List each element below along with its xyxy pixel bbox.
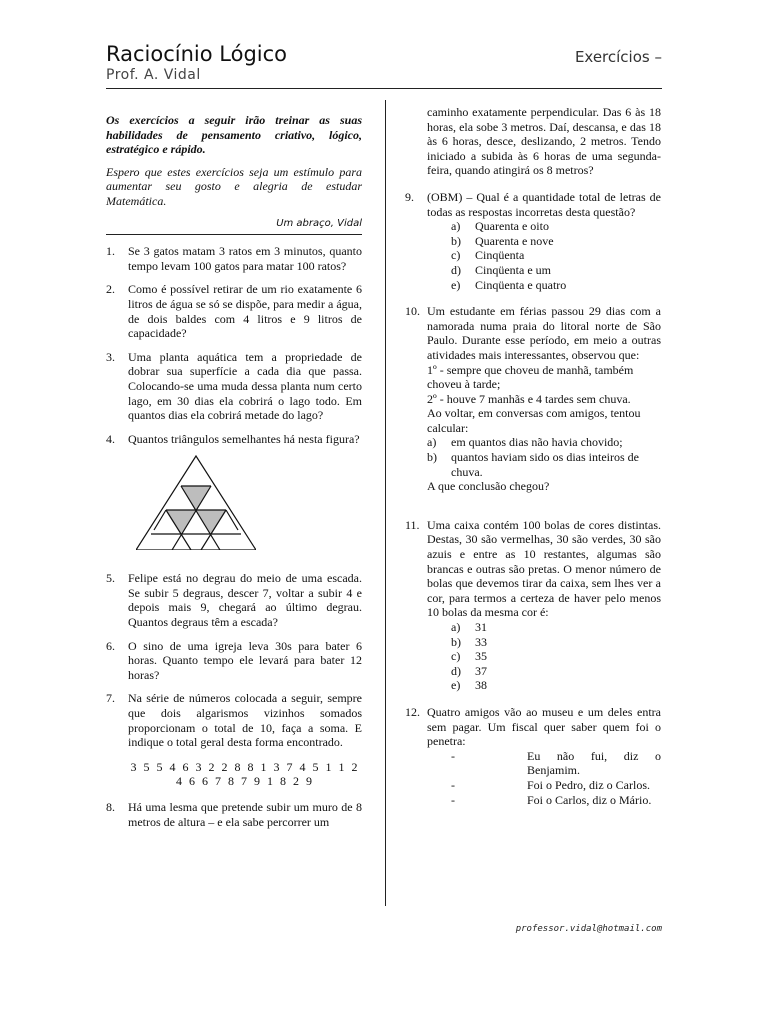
question-text: Uma planta aquática tem a propriedade de dobrar sua superfície a cada dia que passa. Colocando-se uma muda dessa planta num certo lago, em 30 dias ela cobrirá o lago todo. Em quantos dias ela cobrirá metade do lago? <box>128 349 362 423</box>
question-number: 8. <box>106 800 115 814</box>
question-text: Felipe está no degrau do meio de uma escada. Se subir 5 degraus, descer 7, voltar a subir 4 e depois mais 9, chegará ao último degrau. Quantos degraus têm a escada? <box>128 571 362 630</box>
dialog-line: - Foi o Carlos, diz o Mário. <box>451 792 652 807</box>
option: e) 38 <box>451 678 487 693</box>
right-column <box>405 105 661 816</box>
question-text: Uma caixa contém 100 bolas de cores distintas. Destas, 30 são vermelhas, 30 são verdes, 30 são azuis e entre as 10 restantes, algumas são brancas e outras são pretas. O menor número de bolas que devemos tirar da caixa, sem lhes ver a cor, para termos a certeza de haver pelo menos 10 bolas da mesma cor é: <box>427 517 661 620</box>
question-number: 3. <box>106 349 115 364</box>
option: a) Quarenta e oito <box>451 219 549 234</box>
question-8-continuation <box>405 105 661 178</box>
question-text: Quatro amigos vão ao museu e um deles entra sem pagar. Um fiscal quer saber quem foi o penetra: <box>427 704 661 749</box>
question-text: Na série de números colocada a seguir, sempre que dois algarismos vizinhos somados proporcionam o total de 10, faça a soma. E indique o total geral desta forma encontrado. <box>128 691 362 750</box>
option: b) Quarenta e nove <box>451 233 554 248</box>
option: c) 35 <box>451 649 487 664</box>
question-text: Há uma lesma que pretende subir um muro de 8 metros de altura – e ela sabe percorrer um <box>128 800 362 829</box>
question-text: caminho exatamente perpendicular. Das 6 às 18 horas, ela sobe 3 metros. Daí, descansa, e das 18 às 6 horas, desce, deslizando, 2 metros. Tendo iniciado a subida às 6 horas de uma segunda-feira, quando atingirá os 8 metros? <box>427 105 661 178</box>
question-9 <box>405 190 661 292</box>
section-label: Exercícios – <box>574 48 662 66</box>
left-column <box>106 113 362 838</box>
question-number: 12. <box>405 704 420 719</box>
page-title: Raciocínio Lógico <box>106 42 288 66</box>
observation-2: 2º - houve 7 manhãs e 4 tardes sem chuva. <box>427 391 631 406</box>
question-text: Um estudante em férias passou 29 dias com a namorada numa praia do litoral norte de São Paulo. Durante esse período, em meio a outras atividades mais interessantes, observou que: <box>427 304 661 362</box>
question-text: O sino de uma igreja leva 30s para bater 6 horas. Quanto tempo ele levará para bater 12 horas? <box>128 638 362 682</box>
footer-email: professor.vidal@hotmail.com <box>515 924 662 934</box>
author: Prof. A. Vidal <box>106 67 201 83</box>
question-8 <box>106 800 362 829</box>
signature: Um abraço, Vidal <box>276 217 362 229</box>
option: c) Cinqüenta <box>451 248 525 263</box>
observation-1: 1º - sempre que choveu de manhã, também choveu à tarde; <box>427 362 634 392</box>
question-4 <box>106 432 362 563</box>
question-6 <box>106 639 362 683</box>
dialog-line: - Eu não fui, diz o Benjamim. <box>451 748 661 778</box>
question-11 <box>405 518 661 693</box>
header-rule <box>106 88 662 89</box>
question-1 <box>106 244 362 273</box>
option: d) 37 <box>451 663 487 678</box>
option: a) 31 <box>451 620 487 634</box>
question-number: 4. <box>106 431 115 446</box>
question-text: Como é possível retirar de um rio exatamente 6 litros de água se só se dispõe, para medir a água, de dois baldes com 4 litros e 9 litros de capacidade? <box>128 282 362 341</box>
option: b) 33 <box>451 634 487 649</box>
question-10 <box>405 304 661 494</box>
dialog-line: - Foi o Pedro, diz o Carlos. <box>451 777 650 792</box>
option: b) quantos haviam sido os dias inteiros de chuva. <box>427 450 639 479</box>
option: d) Cinqüenta e um <box>451 262 551 277</box>
question-number: 6. <box>106 638 115 653</box>
question-number: 10. <box>405 304 420 319</box>
question-7 <box>106 691 362 791</box>
number-sequence: 3 5 5 4 6 3 2 2 8 8 1 3 7 4 5 1 1 2 4 6 6 7 8 7 9 1 8 2 9 <box>130 759 360 789</box>
question-text: Se 3 gatos matam 3 ratos em 3 minutos, quanto tempo levam 100 gatos para matar 100 ratos? <box>128 244 362 273</box>
question-number: 7. <box>106 691 115 706</box>
intro-separator <box>106 234 362 235</box>
option: a) em quantos dias não havia chovido; <box>427 435 623 450</box>
triangle-figure <box>136 454 256 550</box>
question-text: (OBM) – Qual é a quantidade total de letras de todas as respostas incorretas desta questão? <box>427 189 661 219</box>
question-number: 9. <box>405 189 414 204</box>
option: e) Cinqüenta e quatro <box>451 277 567 292</box>
question-number: 2. <box>106 282 115 297</box>
question-3 <box>106 350 362 423</box>
question-5 <box>106 571 362 629</box>
question-12 <box>405 705 661 807</box>
question-closing: A que conclusão chegou? <box>427 479 550 494</box>
question-2 <box>106 282 362 340</box>
intro-paragraph-2: Espero que estes exercícios seja um estímulo para aumentar seu gosto e alegria de estudar Matemática. <box>106 164 362 208</box>
question-number: 5. <box>106 571 115 586</box>
intro-paragraph-1: Os exercícios a seguir irão treinar as suas habilidades de pensamento criativo, lógico, estratégico e rápido. <box>106 113 362 157</box>
question-number: 1. <box>106 244 115 259</box>
question-number: 11. <box>405 517 420 532</box>
column-divider <box>385 100 386 906</box>
question-text-cont: Ao voltar, em conversas com amigos, tentou calcular: <box>427 406 641 435</box>
question-text: Quantos triângulos semelhantes há nesta figura? <box>128 431 360 446</box>
